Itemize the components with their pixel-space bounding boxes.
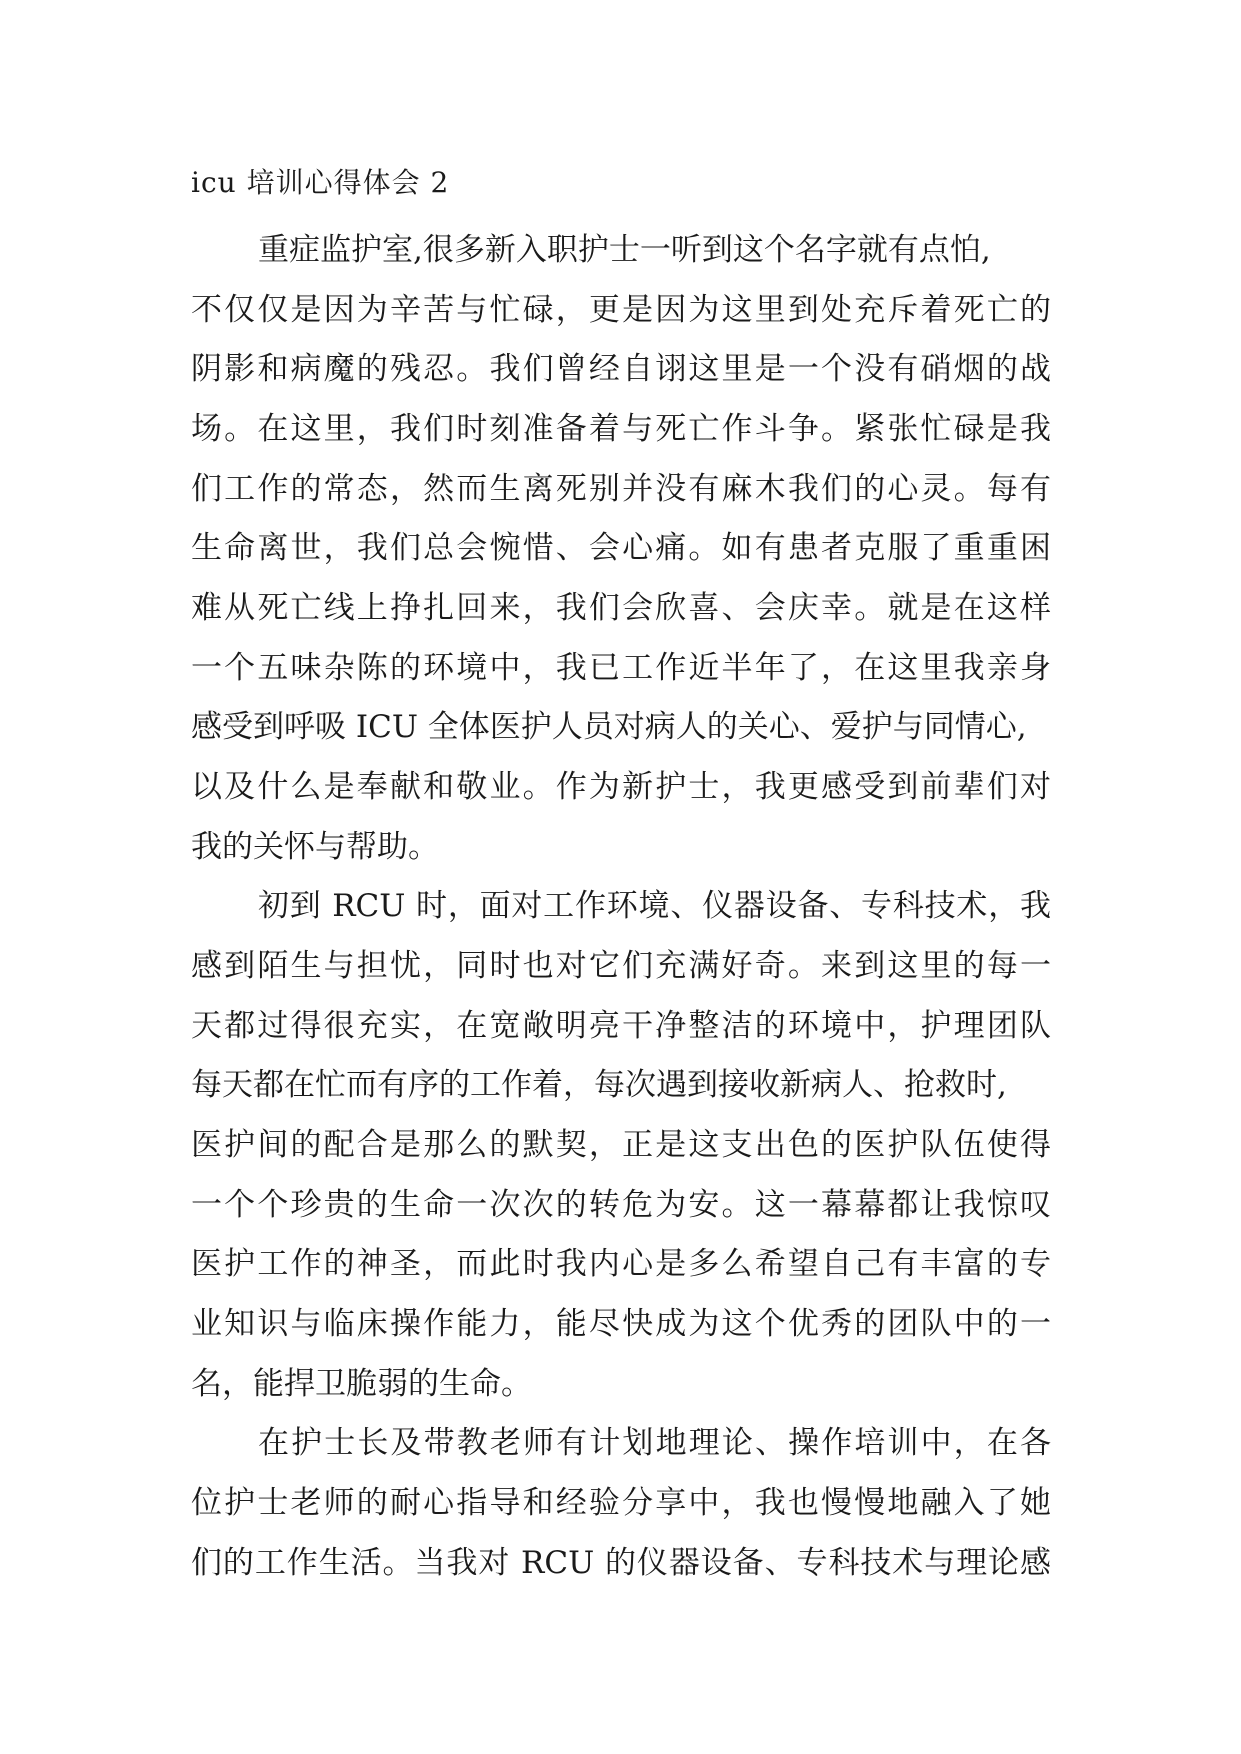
paragraph-1-line-10: 以及什么是奉献和敬业。作为新护士，我更感受到前辈们对 (191, 769, 1051, 805)
paragraph-2-line-5: 医护间的配合是那么的默契，正是这支出色的医护队伍使得 (191, 1127, 1051, 1163)
paragraph-1-line-3: 阴影和病魔的残忍。我们曾经自诩这里是一个没有硝烟的战 (191, 351, 1051, 387)
paragraph-2-line-9: 名，能捍卫脆弱的生命。 (191, 1366, 532, 1402)
paragraph-1-line-6: 生命离世，我们总会惋惜、会心痛。如有患者克服了重重困 (191, 530, 1051, 566)
paragraph-1-line-9: 感受到呼吸 ICU 全体医护人员对病人的关心、爱护与同情心, (191, 709, 1027, 745)
paragraph-3-line-1: 在护士长及带教老师有计划地理论、操作培训中，在各 (258, 1425, 1051, 1461)
paragraph-2-line-8: 业知识与临床操作能力，能尽快成为这个优秀的团队中的一 (191, 1306, 1051, 1342)
paragraph-2-line-7: 医护工作的神圣，而此时我内心是多么希望自己有丰富的专 (191, 1246, 1051, 1282)
paragraph-1-line-4: 场。在这里，我们时刻准备着与死亡作斗争。紧张忙碌是我 (191, 411, 1051, 447)
paragraph-3-line-2: 位护士老师的耐心指导和经验分享中，我也慢慢地融入了她 (191, 1485, 1051, 1521)
paragraph-1-line-7: 难从死亡线上挣扎回来，我们会欣喜、会庆幸。就是在这样 (191, 590, 1051, 626)
paragraph-2-line-4: 每天都在忙而有序的工作着，每次遇到接收新病人、抢救时, (191, 1067, 1007, 1103)
paragraph-1-line-11: 我的关怀与帮助。 (191, 829, 439, 865)
paragraph-2-line-3: 天都过得很充实，在宽敞明亮干净整洁的环境中，护理团队 (191, 1008, 1051, 1044)
paragraph-1-line-5: 们工作的常态，然而生离死别并没有麻木我们的心灵。每有 (191, 471, 1051, 507)
paragraph-1-line-1: 重症监护室,很多新入职护士一听到这个名字就有点怕, (258, 232, 991, 268)
paragraph-2-line-6: 一个个珍贵的生命一次次的转危为安。这一幕幕都让我惊叹 (191, 1187, 1051, 1223)
paragraph-2-line-1: 初到 RCU 时，面对工作环境、仪器设备、专科技术，我 (258, 888, 1051, 924)
paragraph-2-line-2: 感到陌生与担忧，同时也对它们充满好奇。来到这里的每一 (191, 948, 1051, 984)
paragraph-1-line-8: 一个五味杂陈的环境中，我已工作近半年了，在这里我亲身 (191, 650, 1051, 686)
paragraph-3-line-3: 们的工作生活。当我对 RCU 的仪器设备、专科技术与理论感 (191, 1545, 1051, 1581)
document-title: icu 培训心得体会 2 (191, 166, 450, 199)
paragraph-1-line-2: 不仅仅是因为辛苦与忙碌，更是因为这里到处充斥着死亡的 (191, 292, 1051, 328)
